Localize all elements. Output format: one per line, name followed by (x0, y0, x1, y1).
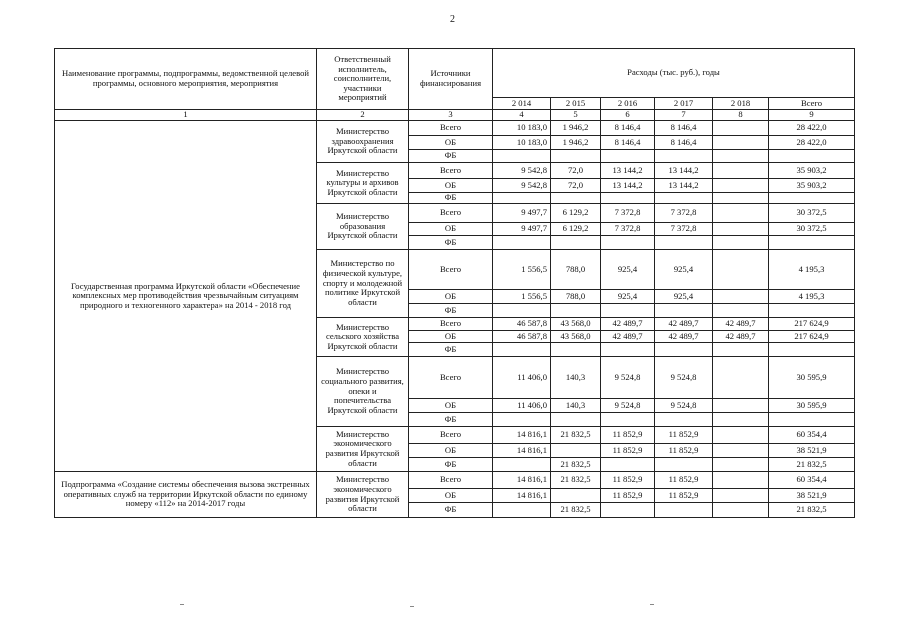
value-cell: 925,4 (601, 250, 655, 290)
value-cell (655, 193, 713, 204)
value-cell: 21 832,5 (551, 472, 601, 489)
value-cell (713, 413, 769, 427)
total-cell: 28 422,0 (769, 136, 855, 150)
column-index: 3 (409, 110, 493, 121)
page-number: 2 (450, 14, 455, 25)
funding-source-cell: ФБ (409, 304, 493, 318)
value-cell: 11 852,9 (655, 472, 713, 489)
header-year: 2 017 (655, 98, 713, 110)
value-cell: 788,0 (551, 250, 601, 290)
value-cell (655, 343, 713, 357)
value-cell: 8 146,4 (601, 136, 655, 150)
value-cell (551, 193, 601, 204)
total-cell: 30 595,9 (769, 357, 855, 399)
value-cell: 8 146,4 (655, 121, 713, 136)
scan-mark (180, 604, 184, 605)
funding-source-cell: ФБ (409, 503, 493, 518)
value-cell: 72,0 (551, 179, 601, 193)
header-executor: Ответственный исполнитель, соисполнители, участники мероприятий (317, 49, 409, 110)
value-cell: 21 832,5 (551, 427, 601, 444)
value-cell: 42 489,7 (713, 331, 769, 343)
value-cell: 21 832,5 (551, 458, 601, 472)
column-index: 2 (317, 110, 409, 121)
executor-cell: Министерство здравоохранения Иркутской области (317, 121, 409, 163)
value-cell: 43 568,0 (551, 331, 601, 343)
value-cell (493, 150, 551, 163)
total-cell: 38 521,9 (769, 444, 855, 458)
value-cell: 7 372,8 (655, 223, 713, 236)
value-cell: 11 852,9 (655, 489, 713, 503)
executor-cell: Министерство по физической культуре, спорту и молодежной политике Иркутской области (317, 250, 409, 318)
value-cell: 43 568,0 (551, 318, 601, 331)
value-cell: 6 129,2 (551, 223, 601, 236)
value-cell (601, 304, 655, 318)
value-cell: 11 852,9 (655, 427, 713, 444)
value-cell: 6 129,2 (551, 204, 601, 223)
column-index: 9 (769, 110, 855, 121)
total-cell: 217 624,9 (769, 331, 855, 343)
funding-source-cell: ОБ (409, 489, 493, 503)
value-cell (601, 413, 655, 427)
total-cell (769, 413, 855, 427)
value-cell (551, 444, 601, 458)
value-cell (713, 193, 769, 204)
value-cell: 13 144,2 (655, 163, 713, 179)
funding-source-cell: ФБ (409, 413, 493, 427)
value-cell: 1 556,5 (493, 290, 551, 304)
value-cell: 13 144,2 (601, 179, 655, 193)
funding-source-cell: ФБ (409, 193, 493, 204)
table-body (55, 121, 855, 518)
value-cell (713, 399, 769, 413)
value-cell: 9 524,8 (601, 399, 655, 413)
funding-source-cell: Всего (409, 204, 493, 223)
total-cell: 28 422,0 (769, 121, 855, 136)
total-cell: 30 372,5 (769, 204, 855, 223)
value-cell: 9 524,8 (655, 399, 713, 413)
subprogram-name-cell: Подпрограмма «Создание системы обеспечения вызова экстренных оперативных служб на территории Иркутской области по единому номеру «112» на 2014-2017 годы (55, 472, 317, 518)
column-index: 7 (655, 110, 713, 121)
total-cell: 21 832,5 (769, 458, 855, 472)
value-cell: 42 489,7 (655, 318, 713, 331)
value-cell (493, 413, 551, 427)
header-year: 2 016 (601, 98, 655, 110)
value-cell: 14 816,1 (493, 444, 551, 458)
value-cell: 1 556,5 (493, 250, 551, 290)
value-cell (493, 236, 551, 250)
value-cell: 7 372,8 (655, 204, 713, 223)
value-cell (655, 458, 713, 472)
total-cell: 30 372,5 (769, 223, 855, 236)
value-cell: 10 183,0 (493, 121, 551, 136)
funding-source-cell: ФБ (409, 458, 493, 472)
total-cell: 21 832,5 (769, 503, 855, 518)
value-cell: 9 524,8 (655, 357, 713, 399)
value-cell: 140,3 (551, 357, 601, 399)
value-cell: 11 852,9 (601, 489, 655, 503)
value-cell: 13 144,2 (655, 179, 713, 193)
executor-cell: Министерство экономического развития Иркутской области (317, 472, 409, 518)
value-cell (713, 489, 769, 503)
value-cell (713, 136, 769, 150)
total-cell (769, 193, 855, 204)
column-index: 8 (713, 110, 769, 121)
value-cell (655, 304, 713, 318)
value-cell (713, 236, 769, 250)
value-cell: 72,0 (551, 163, 601, 179)
value-cell: 788,0 (551, 290, 601, 304)
value-cell: 11 852,9 (601, 427, 655, 444)
funding-source-cell: Всего (409, 121, 493, 136)
value-cell: 8 146,4 (655, 136, 713, 150)
executor-cell: Министерство культуры и архивов Иркутской области (317, 163, 409, 204)
value-cell: 1 946,2 (551, 136, 601, 150)
value-cell (493, 343, 551, 357)
value-cell: 46 587,8 (493, 331, 551, 343)
value-cell (493, 193, 551, 204)
value-cell (713, 444, 769, 458)
program-name-cell: Государственная программа Иркутской области «Обеспечение комплексных мер противодействия чрезвычайным ситуациям природного и техногенного характера» на 2014 - 2018 год (55, 121, 317, 472)
funding-source-cell: ФБ (409, 236, 493, 250)
funding-source-cell: ФБ (409, 343, 493, 357)
total-cell (769, 343, 855, 357)
funding-source-cell: Всего (409, 472, 493, 489)
total-cell (769, 236, 855, 250)
value-cell: 9 542,8 (493, 163, 551, 179)
funding-source-cell: ФБ (409, 150, 493, 163)
value-cell (601, 150, 655, 163)
value-cell (713, 427, 769, 444)
executor-cell: Министерство образования Иркутской области (317, 204, 409, 250)
value-cell: 10 183,0 (493, 136, 551, 150)
column-index: 5 (551, 110, 601, 121)
column-index: 4 (493, 110, 551, 121)
funding-source-cell: Всего (409, 163, 493, 179)
value-cell (713, 357, 769, 399)
value-cell: 9 497,7 (493, 204, 551, 223)
value-cell (493, 503, 551, 518)
value-cell (655, 413, 713, 427)
value-cell: 11 852,9 (655, 444, 713, 458)
funding-source-cell: ОБ (409, 290, 493, 304)
value-cell: 42 489,7 (713, 318, 769, 331)
total-cell: 60 354,4 (769, 427, 855, 444)
value-cell: 21 832,5 (551, 503, 601, 518)
value-cell: 11 852,9 (601, 444, 655, 458)
value-cell: 11 406,0 (493, 357, 551, 399)
value-cell: 42 489,7 (655, 331, 713, 343)
value-cell (551, 489, 601, 503)
header-program-name: Наименование программы, подпрограммы, ведомственной целевой программы, основного мероприятия, мероприятия (55, 49, 317, 110)
table-header (55, 49, 855, 121)
column-index: 6 (601, 110, 655, 121)
value-cell: 8 146,4 (601, 121, 655, 136)
value-cell (551, 304, 601, 318)
value-cell: 11 406,0 (493, 399, 551, 413)
header-year: 2 018 (713, 98, 769, 110)
funding-source-cell: ОБ (409, 399, 493, 413)
scan-mark (650, 604, 654, 605)
funding-source-cell: ОБ (409, 136, 493, 150)
total-cell (769, 150, 855, 163)
value-cell: 14 816,1 (493, 489, 551, 503)
value-cell (713, 290, 769, 304)
value-cell (601, 458, 655, 472)
value-cell: 925,4 (601, 290, 655, 304)
value-cell: 925,4 (655, 250, 713, 290)
value-cell (551, 150, 601, 163)
total-cell: 38 521,9 (769, 489, 855, 503)
value-cell (713, 150, 769, 163)
total-cell: 4 195,3 (769, 290, 855, 304)
table-row (55, 472, 855, 489)
value-cell: 42 489,7 (601, 318, 655, 331)
value-cell (713, 163, 769, 179)
header-total: Всего (769, 98, 855, 110)
total-cell (769, 304, 855, 318)
value-cell (551, 413, 601, 427)
value-cell (601, 503, 655, 518)
value-cell (713, 121, 769, 136)
value-cell (713, 223, 769, 236)
funding-source-cell: Всего (409, 357, 493, 399)
executor-cell: Министерство экономического развития Иркутской области (317, 427, 409, 472)
header-index-row (55, 110, 855, 121)
executor-cell: Министерство сельского хозяйства Иркутской области (317, 318, 409, 357)
scan-mark (410, 606, 414, 607)
value-cell: 9 497,7 (493, 223, 551, 236)
total-cell: 35 903,2 (769, 179, 855, 193)
value-cell: 140,3 (551, 399, 601, 413)
value-cell (601, 343, 655, 357)
value-cell: 7 372,8 (601, 204, 655, 223)
value-cell (551, 236, 601, 250)
value-cell (713, 304, 769, 318)
value-cell: 46 587,8 (493, 318, 551, 331)
value-cell: 7 372,8 (601, 223, 655, 236)
funding-source-cell: ОБ (409, 179, 493, 193)
header-year: 2 014 (493, 98, 551, 110)
value-cell: 14 816,1 (493, 472, 551, 489)
table-row (55, 121, 855, 136)
budget-table (54, 48, 855, 518)
total-cell: 217 624,9 (769, 318, 855, 331)
value-cell: 1 946,2 (551, 121, 601, 136)
value-cell (713, 458, 769, 472)
column-index: 1 (55, 110, 317, 121)
value-cell: 13 144,2 (601, 163, 655, 179)
value-cell: 9 524,8 (601, 357, 655, 399)
value-cell (713, 250, 769, 290)
value-cell (713, 204, 769, 223)
value-cell: 925,4 (655, 290, 713, 304)
funding-source-cell: Всего (409, 318, 493, 331)
value-cell: 9 542,8 (493, 179, 551, 193)
value-cell (655, 150, 713, 163)
funding-source-cell: Всего (409, 250, 493, 290)
value-cell (655, 236, 713, 250)
value-cell (713, 179, 769, 193)
total-cell: 30 595,9 (769, 399, 855, 413)
header-funding-source: Источники финансирования (409, 49, 493, 110)
total-cell: 60 354,4 (769, 472, 855, 489)
value-cell (601, 193, 655, 204)
funding-source-cell: Всего (409, 427, 493, 444)
value-cell (493, 458, 551, 472)
value-cell (601, 236, 655, 250)
total-cell: 35 903,2 (769, 163, 855, 179)
value-cell (493, 304, 551, 318)
value-cell: 42 489,7 (601, 331, 655, 343)
executor-cell: Министерство социального развития, опеки и попечительства Иркутской области (317, 357, 409, 427)
funding-source-cell: ОБ (409, 331, 493, 343)
value-cell (713, 343, 769, 357)
value-cell (713, 503, 769, 518)
total-cell: 4 195,3 (769, 250, 855, 290)
value-cell (655, 503, 713, 518)
funding-source-cell: ОБ (409, 444, 493, 458)
value-cell (551, 343, 601, 357)
funding-source-cell: ОБ (409, 223, 493, 236)
value-cell: 14 816,1 (493, 427, 551, 444)
value-cell: 11 852,9 (601, 472, 655, 489)
header-expenses: Расходы (тыс. руб.), годы (493, 49, 855, 98)
header-year: 2 015 (551, 98, 601, 110)
value-cell (713, 472, 769, 489)
